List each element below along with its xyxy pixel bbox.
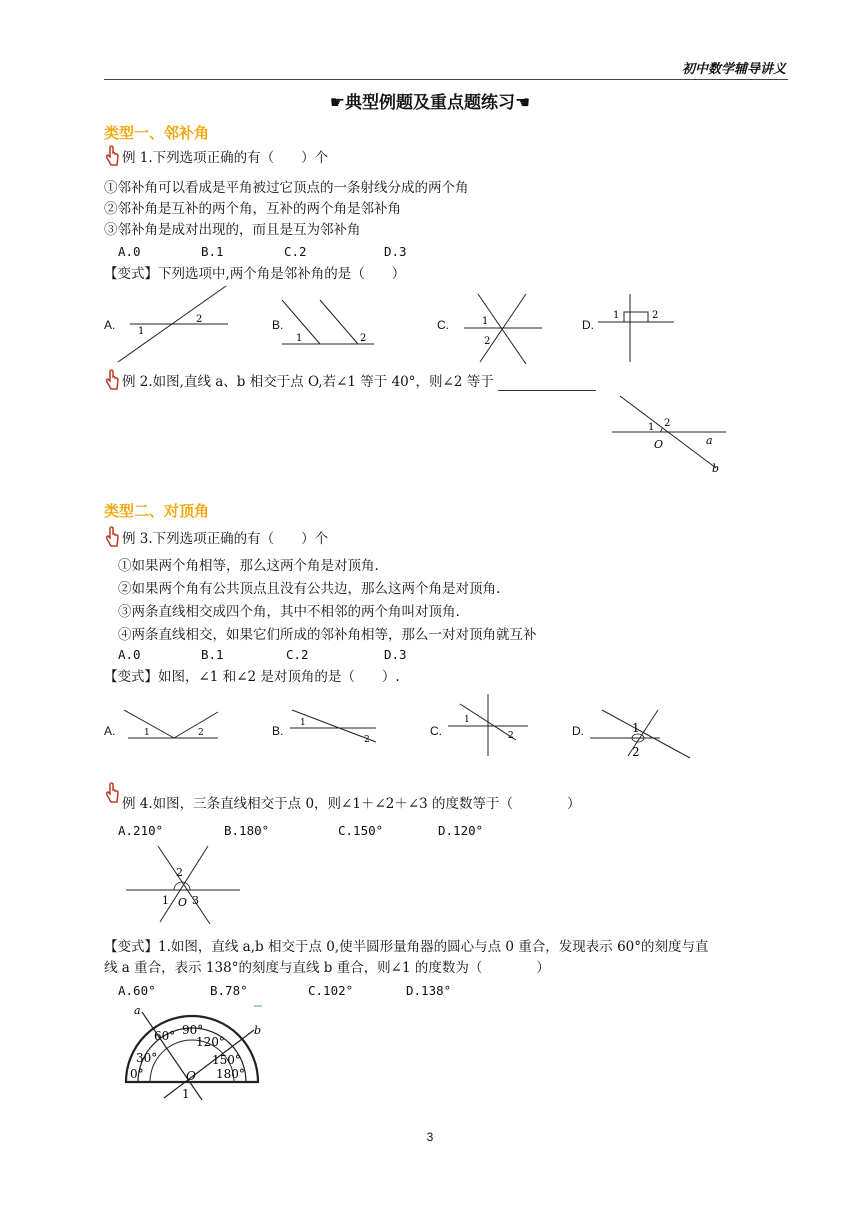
variant-1-question: 【变式】下列选项中,两个角是邻补角的是（ ） <box>104 266 406 282</box>
example-3-option-d: D.3 <box>384 647 407 662</box>
example-2-question <box>122 373 596 391</box>
variant-3-question-line-1: 【变式】1.如图，直线 a,b 相交于点 0,使半圆形量角器的圆心与点 0 重合，发现表示 60°的刻度与直 <box>104 939 709 955</box>
figure-variant-1-a <box>110 282 234 366</box>
svg-text:150°: 150° <box>212 1053 241 1067</box>
svg-text:1: 1 <box>632 721 640 735</box>
figure-example-4 <box>124 842 242 926</box>
example-4-option-d: D.120° <box>438 823 484 838</box>
svg-text:2: 2 <box>364 735 370 745</box>
example-3-option-c: C.2 <box>286 647 309 662</box>
svg-text:2: 2 <box>198 728 204 738</box>
svg-text:1: 1 <box>464 715 470 725</box>
variant-1-letter-a: A. <box>104 318 116 332</box>
figure-variant-1-d <box>596 292 678 364</box>
hand-pointer-icon <box>104 369 120 391</box>
variant-3-option-c: C.102° <box>308 983 354 998</box>
example-1-item-3: ③邻补角是成对出现的，而且是互为邻补角 <box>104 222 361 238</box>
variant-1-letter-c: C. <box>437 318 449 332</box>
figure-variant-1-b <box>280 292 376 352</box>
figure-variant-1-c <box>462 290 544 366</box>
svg-text:120°: 120° <box>196 1035 225 1049</box>
example-4-option-c: C.150° <box>338 823 384 838</box>
svg-text:1: 1 <box>144 728 150 738</box>
header-divider <box>104 79 788 80</box>
answer-blank[interactable] <box>498 376 596 391</box>
example-4-question: 例 4.如图，三条直线相交于点 0，则∠1＋∠2＋∠3 的度数等于（ ） <box>122 796 581 812</box>
example-1-item-1: ①邻补角可以看成是平角被过它顶点的一条射线分成的两个角 <box>104 180 469 196</box>
example-3-question: 例 3.下列选项正确的有（ ）个 <box>122 531 329 547</box>
example-3-item-3: ③两条直线相交成四个角，其中不相邻的两个角叫对顶角. <box>118 604 460 620</box>
svg-text:O: O <box>654 438 664 451</box>
svg-text:2: 2 <box>664 418 671 429</box>
variant-2-letter-b: B. <box>272 724 284 738</box>
figure-example-2 <box>608 392 732 478</box>
protractor-figure <box>120 1004 270 1102</box>
svg-text:1: 1 <box>296 333 303 344</box>
example-1-option-d: D.3 <box>384 244 407 259</box>
example-1-option-c: C.2 <box>284 244 307 259</box>
svg-text:3: 3 <box>192 894 199 907</box>
svg-text:2: 2 <box>196 314 203 325</box>
svg-text:a: a <box>134 1004 141 1017</box>
svg-text:2: 2 <box>360 333 367 344</box>
example-1-option-a: A.0 <box>118 244 141 259</box>
variant-1-letter-d: D. <box>582 318 594 332</box>
example-3-item-1: ①如果两个角相等，那么这两个角是对顶角. <box>118 558 379 574</box>
example-4-option-a: A.210° <box>118 823 164 838</box>
variant-3-question-line-2: 线 a 重合，表示 138°的刻度与直线 b 重合，则∠1 的度数为（ ） <box>104 960 550 976</box>
figure-variant-2-b <box>288 706 380 746</box>
figure-variant-2-c <box>446 692 530 758</box>
example-3-item-4: ④两条直线相交，如果它们所成的邻补角相等，那么一对对顶角就互补 <box>118 627 537 643</box>
svg-text:O: O <box>178 896 188 909</box>
svg-text:1: 1 <box>138 326 145 337</box>
example-3-item-2: ②如果两个角有公共顶点且没有公共边，那么这两个角是对顶角. <box>118 581 501 597</box>
example-1-item-2: ②邻补角是互补的两个角，互补的两个角是邻补角 <box>104 201 401 217</box>
svg-text:2: 2 <box>508 731 514 741</box>
example-1-question: 例 1.下列选项正确的有（ ）个 <box>122 150 329 166</box>
svg-text:2: 2 <box>484 336 491 347</box>
hand-pointer-icon <box>104 782 120 804</box>
variant-2-question: 【变式】如图，∠1 和∠2 是对顶角的是（ ）. <box>104 669 400 685</box>
svg-text:a: a <box>706 434 713 447</box>
example-2-question-text: 例 2.如图,直线 a、b 相交于点 O,若∠1 等于 40°，则∠2 等于 <box>122 374 494 390</box>
svg-text:O: O <box>186 1069 196 1083</box>
example-4-option-b: B.180° <box>224 823 270 838</box>
svg-text:0°: 0° <box>130 1067 144 1081</box>
svg-text:b: b <box>254 1024 262 1037</box>
svg-text:b: b <box>712 462 720 475</box>
page-title: ☛典型例题及重点题练习☚ <box>329 93 531 113</box>
variant-2-letter-a: A. <box>104 724 116 738</box>
variant-3-option-b: B.78° <box>210 983 248 998</box>
page-number: 3 <box>426 1130 434 1144</box>
variant-2-letter-d: D. <box>572 724 584 738</box>
svg-text:90°: 90° <box>182 1023 204 1037</box>
svg-text:1: 1 <box>300 718 306 728</box>
svg-text:1: 1 <box>648 422 655 433</box>
svg-text:180°: 180° <box>216 1067 245 1081</box>
svg-text:1: 1 <box>182 1087 190 1101</box>
example-3-option-a: A.0 <box>118 647 141 662</box>
header-note: 初中数学辅导讲义 <box>681 62 786 77</box>
svg-text:60°: 60° <box>154 1029 176 1043</box>
svg-text:1: 1 <box>613 310 620 321</box>
variant-1-letter-b: B. <box>272 318 284 332</box>
example-3-option-b: B.1 <box>201 647 224 662</box>
svg-text:30°: 30° <box>136 1051 158 1065</box>
svg-text:2: 2 <box>652 310 659 321</box>
example-1-option-b: B.1 <box>201 244 224 259</box>
variant-3-option-a: A.60° <box>118 983 156 998</box>
section-title-1: 类型一、邻补角 <box>104 124 210 142</box>
svg-text:1: 1 <box>482 316 489 327</box>
figure-variant-2-d <box>588 708 692 760</box>
variant-2-letter-c: C. <box>430 724 442 738</box>
section-title-2: 类型二、对顶角 <box>104 502 210 520</box>
svg-text:2: 2 <box>176 866 183 879</box>
hand-pointer-icon <box>104 145 120 167</box>
hand-pointer-icon <box>104 526 120 548</box>
figure-variant-2-a <box>120 702 220 742</box>
svg-text:2: 2 <box>632 745 640 759</box>
variant-3-option-d: D.138° <box>406 983 452 998</box>
svg-text:1: 1 <box>162 894 169 907</box>
